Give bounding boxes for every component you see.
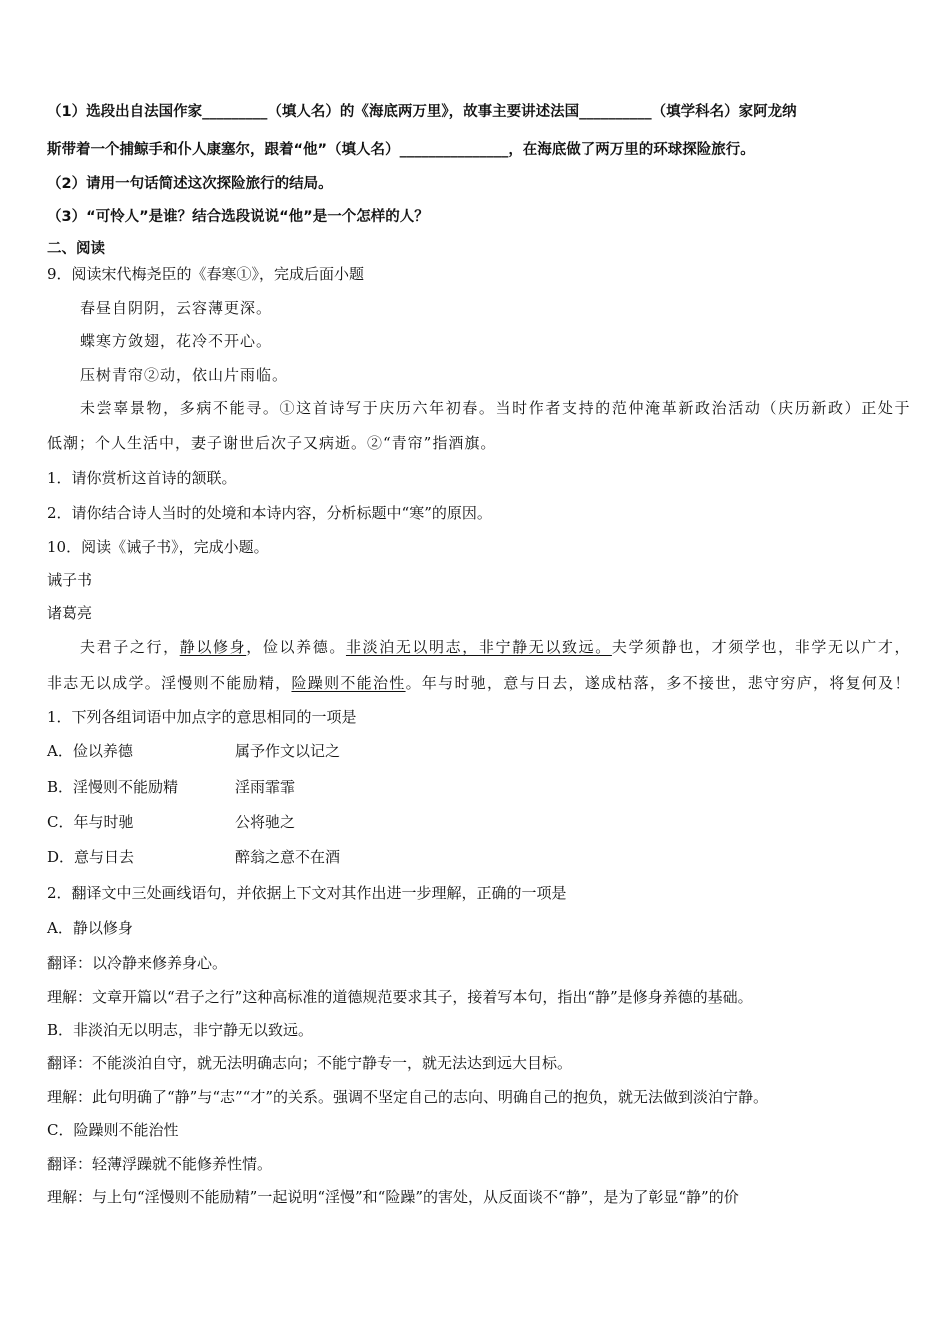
- q9-question-1: 1．请你赏析这首诗的颔联。: [47, 469, 237, 487]
- q8-sub1-line1: [47, 102, 797, 122]
- answer-line: 翻译：轻薄浮躁就不能修养性情。: [47, 1155, 273, 1173]
- q10-question-1: 1．下列各组词语中加点字的意思相同的一项是: [47, 708, 357, 726]
- text: （1）选段出自法国作家: [47, 104, 203, 120]
- section-heading: 二、阅读: [47, 241, 105, 257]
- poem-note-line: [80, 398, 910, 418]
- q9-title: 9．阅读宋代梅尧臣的《春寒①》，完成后面小题: [47, 265, 365, 283]
- fill-blank[interactable]: __________: [579, 104, 652, 120]
- answer-line[interactable]: C．险躁则不能治性: [47, 1121, 179, 1139]
- option-text: D．意与日去: [47, 848, 135, 866]
- poem-line: 未尝辜景物，多病不能寻。: [80, 399, 280, 417]
- option-text: 醉翁之意不在酒: [235, 848, 341, 866]
- text: ，俭以养德。: [246, 638, 346, 656]
- option-text: C．年与时驰: [47, 813, 134, 831]
- underlined-sentence: 险躁则不能治性: [291, 674, 406, 692]
- note-line: 低潮；个人生活中，妻子谢世后次子又病逝。②“青帘”指酒旗。: [47, 434, 497, 452]
- option-text: B．淫慢则不能励精: [47, 778, 179, 796]
- underlined-sentence: 静以修身: [179, 638, 247, 656]
- text: ，在海底做了两万里的环球探险旅行。: [508, 142, 755, 158]
- q9-question-2: 2．请你结合诗人当时的处境和本诗内容，分析标题中“寒”的原因。: [47, 504, 492, 522]
- q10-question-2: 2．翻译文中三处画线语句，并依据上下文对其作出进一步理解，正确的一项是: [47, 884, 567, 902]
- text-title: 诫子书: [47, 571, 93, 589]
- option-b[interactable]: [47, 777, 447, 797]
- answer-line[interactable]: B．非淡泊无以明志，非宁静无以致远。: [47, 1021, 314, 1039]
- fill-blank[interactable]: _________: [202, 104, 268, 120]
- option-text: A．俭以养德: [47, 742, 133, 760]
- option-a[interactable]: [47, 741, 447, 761]
- answer-line: 理解：此句明确了“静”与“志”“才”的关系。强调不坚定自己的志向、明确自己的抱负，就无法做到淡泊宁静。: [47, 1088, 769, 1106]
- underlined-sentence: 非淡泊无以明志，非宁静无以致远。: [345, 638, 612, 656]
- fill-blank[interactable]: _______________: [399, 142, 509, 158]
- text: 夫学须静也，才须学也，非学无以广才，: [611, 638, 910, 656]
- answer-line: 理解：文章开篇以“君子之行”这种高标准的道德规范要求其子，接着写本句，指出“静”是修身养德的基础。: [47, 988, 753, 1006]
- passage-line: [80, 637, 910, 657]
- text: 夫君子之行，: [80, 638, 180, 656]
- passage-line: [47, 673, 910, 693]
- q10-title: 10．阅读《诫子书》，完成小题。: [47, 538, 269, 556]
- note: ①这首诗写于庆历六年初春。当时作者支持的范仲淹革新政治活动（庆历新政）正处于: [279, 399, 910, 417]
- answer-line: 理解：与上句“淫慢则不能励精”一起说明“淫慢”和“险躁”的害处，从反面谈不“静”，是为了彰显“静”的价: [47, 1188, 739, 1206]
- q8-sub3: （3）“可怜人”是谁？结合选段说说“他”是一个怎样的人？: [47, 209, 429, 225]
- option-text: 属予作文以记之: [235, 742, 341, 760]
- option-text: 淫雨霏霏: [235, 778, 296, 796]
- text: 。年与时驰，意与日去，遂成枯落，多不接世，悲守穷庐，将复何及！: [405, 674, 910, 692]
- q8-sub1-line2: [47, 140, 755, 160]
- text: 非志无以成学。淫慢则不能励精，: [47, 674, 292, 692]
- text-author: 诸葛亮: [47, 604, 93, 622]
- text: （填学科名）家阿龙纳: [651, 104, 797, 120]
- poem-line: 蝶寒方敛翅，花冷不开心。: [80, 332, 273, 350]
- option-text: 公将驰之: [235, 813, 296, 831]
- text: 斯带着一个捕鲸手和仆人康塞尔，跟着“他”（填人名）: [47, 142, 400, 158]
- q8-sub2: （2）请用一句话简述这次探险旅行的结局。: [47, 176, 333, 192]
- answer-line: 翻译：不能淡泊自守，就无法明确志向；不能宁静专一，就无法达到远大目标。: [47, 1054, 573, 1072]
- option-c[interactable]: [47, 812, 447, 832]
- option-d[interactable]: [47, 847, 447, 867]
- answer-line: 翻译：以冷静来修养身心。: [47, 954, 228, 972]
- answer-line[interactable]: A．静以修身: [47, 919, 133, 937]
- poem-line: 春昼自阴阴，云容薄更深。: [80, 299, 273, 317]
- poem-line: 压树青帘②动，依山片雨临。: [80, 366, 289, 384]
- text: （填人名）的《海底两万里》，故事主要讲述法国: [267, 104, 580, 120]
